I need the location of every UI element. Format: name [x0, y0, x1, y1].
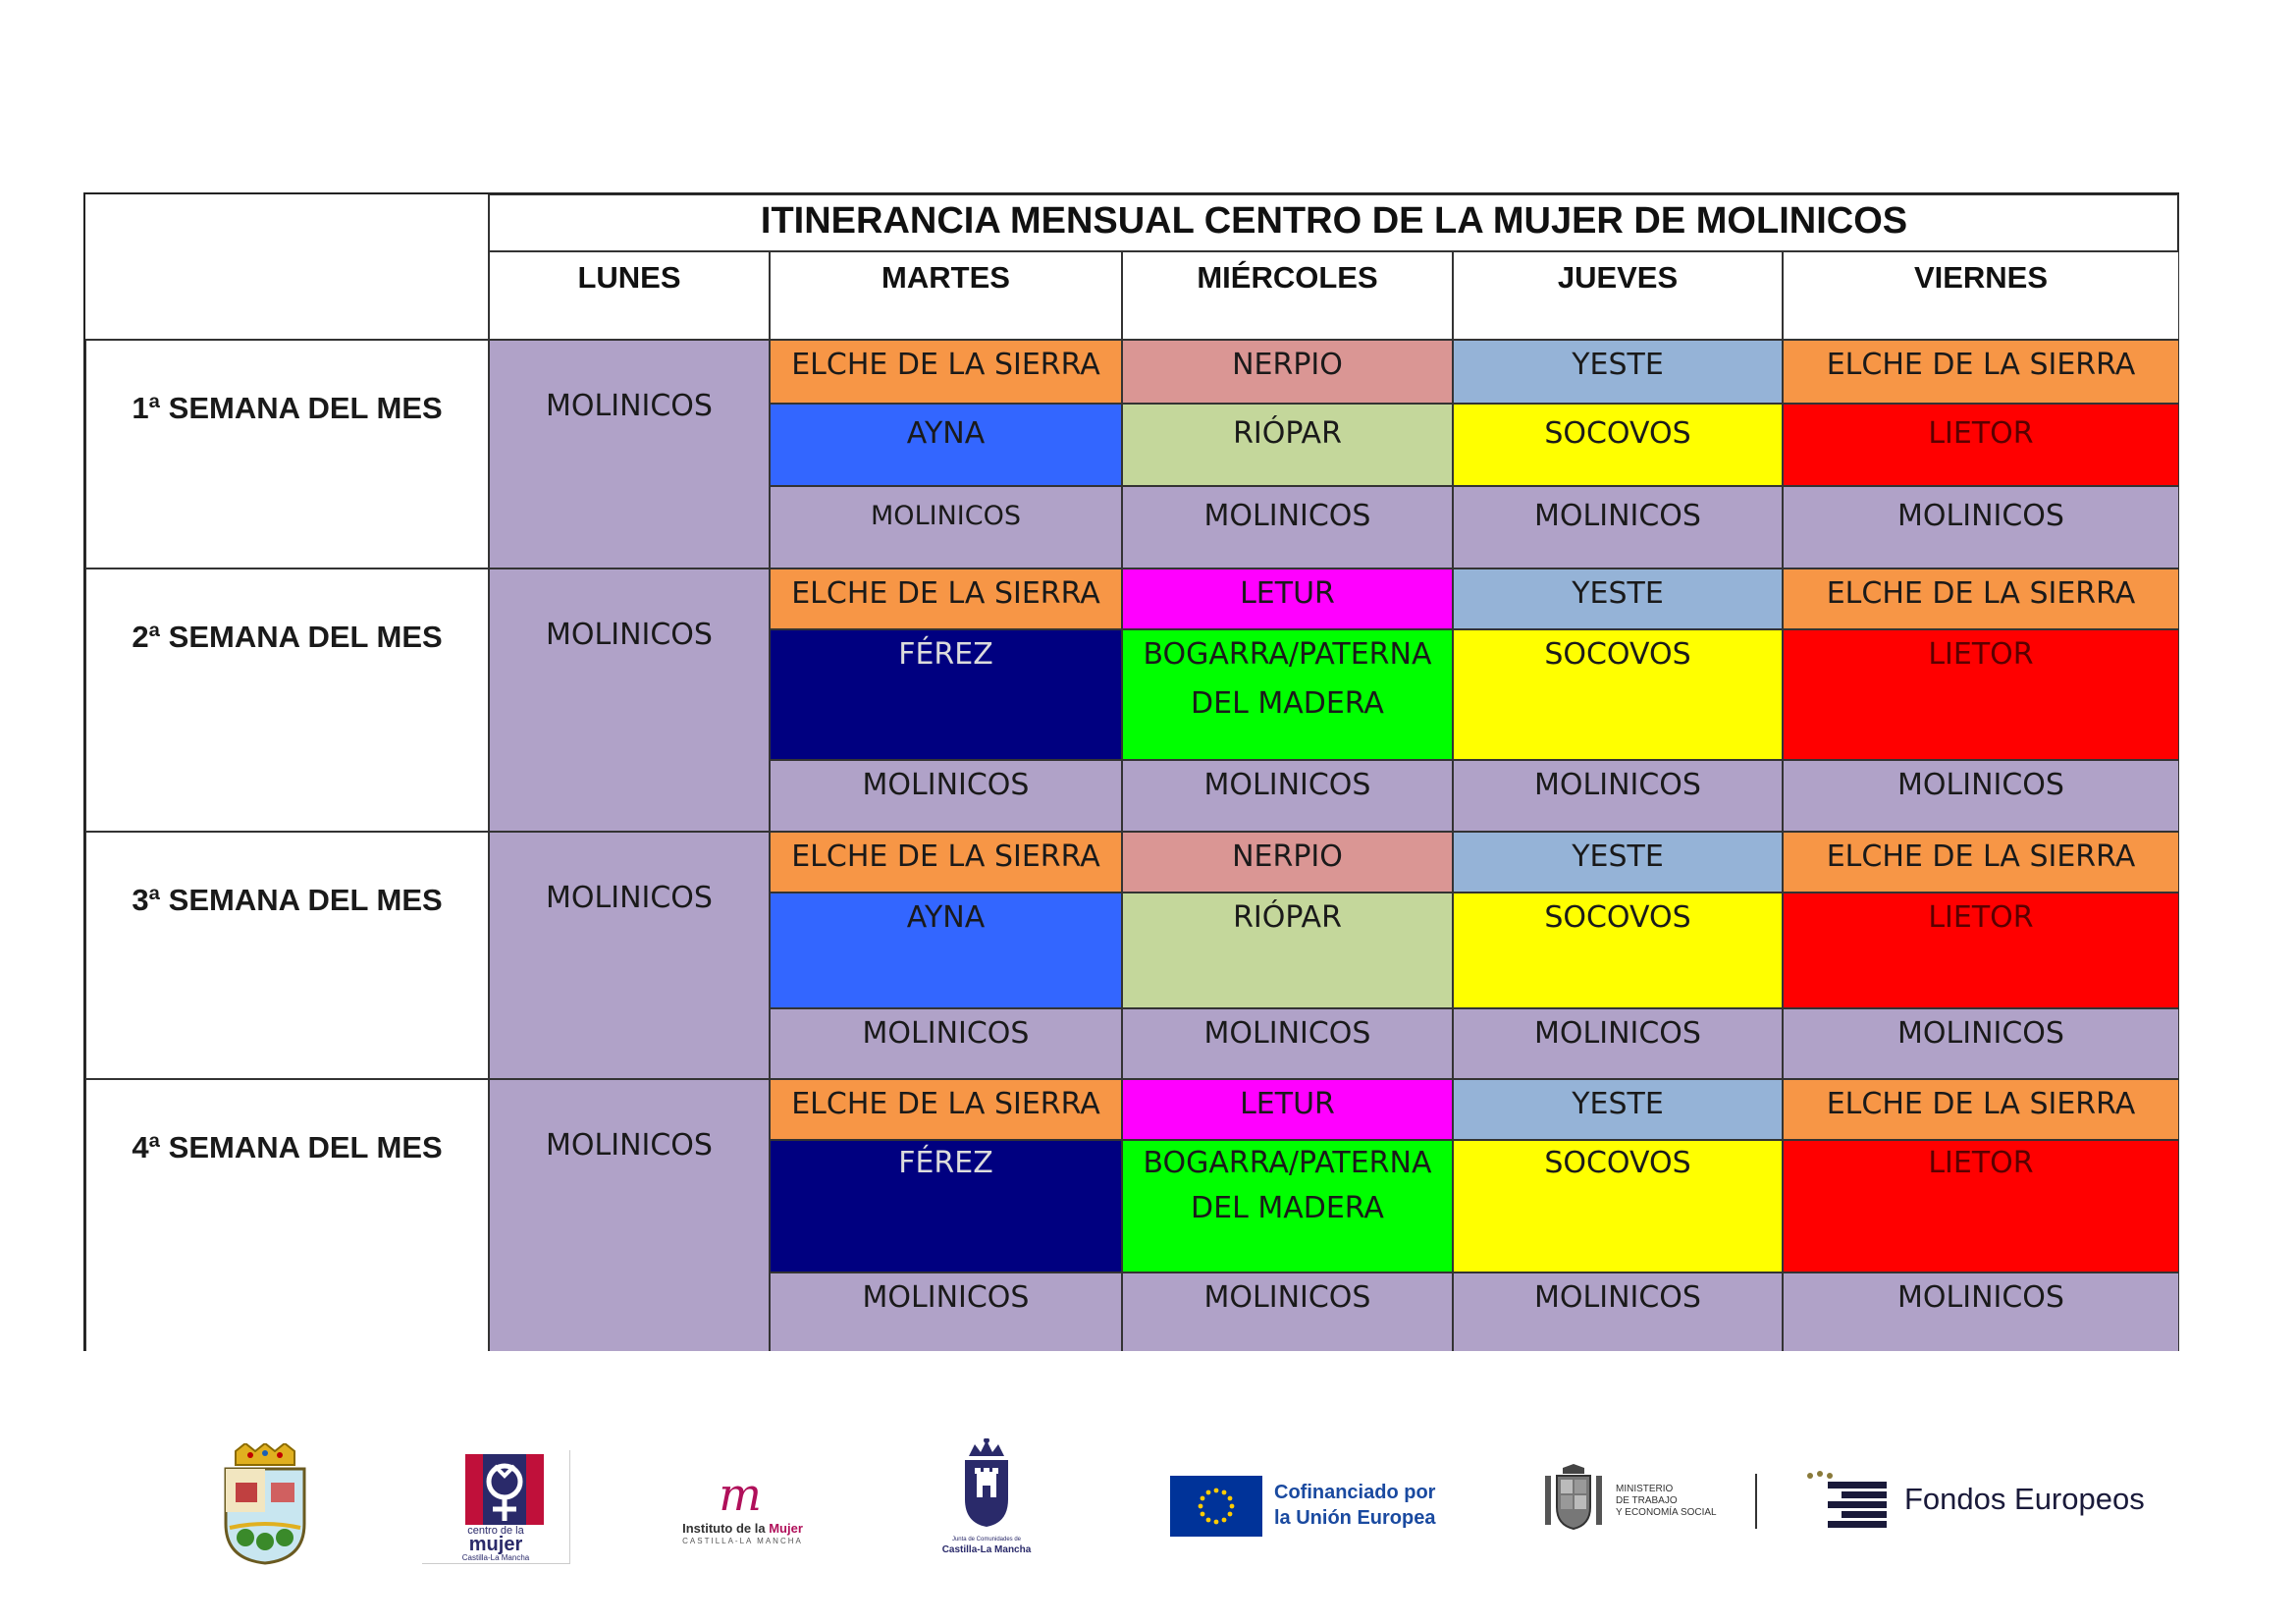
- week-4-tue-2: FÉREZ: [770, 1140, 1122, 1272]
- week-2-thu-3: MOLINICOS: [1453, 760, 1783, 832]
- week-1-label: 1ª SEMANA DEL MES: [85, 340, 489, 568]
- junta-line1: Junta de Comunidades de: [951, 1537, 1022, 1543]
- instituto-line2: CASTILLA-LA MANCHA: [682, 1537, 803, 1545]
- header-miercoles: MIÉRCOLES: [1122, 251, 1453, 340]
- spain-shield-icon: [1541, 1464, 1606, 1535]
- week-3-fri-1: ELCHE DE LA SIERRA: [1783, 832, 2179, 893]
- week-4-fri-3: MOLINICOS: [1783, 1272, 2179, 1351]
- instituto-mujer-text: Mujer: [769, 1521, 803, 1536]
- fondos-europeos-text: Fondos Europeos: [1904, 1482, 2145, 1516]
- fondos-europeos-logo: [1802, 1470, 2145, 1539]
- week-2-wed-3: MOLINICOS: [1122, 760, 1453, 832]
- centro-mujer-line1: centro de la: [467, 1525, 524, 1537]
- instituto-mujer-logo: [671, 1468, 814, 1546]
- logo-strip: [0, 1429, 2296, 1576]
- week-2-label: 2ª SEMANA DEL MES: [85, 568, 489, 832]
- header-lunes: LUNES: [489, 251, 770, 340]
- week-1-thu-3: MOLINICOS: [1453, 486, 1783, 568]
- week-4-monday: MOLINICOS: [489, 1079, 770, 1351]
- week-4-wed-3: MOLINICOS: [1122, 1272, 1453, 1351]
- week-4-fri-2: LIETOR: [1783, 1140, 2179, 1272]
- eu-text-line1: Cofinanciado por: [1274, 1482, 1436, 1503]
- week-4-wed-1: LETUR: [1122, 1079, 1453, 1140]
- week-3-thu-1: YESTE: [1453, 832, 1783, 893]
- ministerio-line1: MINISTERIO: [1616, 1484, 1674, 1494]
- week-2-fri-3: MOLINICOS: [1783, 760, 2179, 832]
- week-3-wed-2: RIÓPAR: [1122, 893, 1453, 1008]
- eu-flag-icon: [1170, 1476, 1262, 1537]
- week-3-fri-2: LIETOR: [1783, 893, 2179, 1008]
- week-2-tue-3: MOLINICOS: [770, 760, 1122, 832]
- week-3-monday: MOLINICOS: [489, 832, 770, 1079]
- week-2-fri-1: ELCHE DE LA SIERRA: [1783, 568, 2179, 629]
- week-3-thu-2: SOCOVOS: [1453, 893, 1783, 1008]
- week-2-thu-2: SOCOVOS: [1453, 629, 1783, 760]
- week-1-tue-3: MOLINICOS: [770, 486, 1122, 568]
- week-1-fri-2: LIETOR: [1783, 404, 2179, 486]
- week-3-fri-3: MOLINICOS: [1783, 1008, 2179, 1079]
- week-1-fri-1: ELCHE DE LA SIERRA: [1783, 340, 2179, 404]
- ministerio-line2: DE TRABAJO: [1616, 1495, 1678, 1506]
- header-jueves: JUEVES: [1453, 251, 1783, 340]
- week-1-wed-3: MOLINICOS: [1122, 486, 1453, 568]
- week-3-label: 3ª SEMANA DEL MES: [85, 832, 489, 1079]
- week-3-wed-3: MOLINICOS: [1122, 1008, 1453, 1079]
- junta-clm-logo: [933, 1438, 1041, 1566]
- table-title: ITINERANCIA MENSUAL CENTRO DE LA MUJER DE MOLINICOS: [489, 194, 2179, 251]
- week-2-fri-2: LIETOR: [1783, 629, 2179, 760]
- week-1-tue-1: ELCHE DE LA SIERRA: [770, 340, 1122, 404]
- centro-mujer-logo: [422, 1450, 570, 1564]
- ministerio-trabajo-logo: [1541, 1464, 1767, 1543]
- centro-mujer-line3: Castilla-La Mancha: [461, 1553, 530, 1562]
- junta-line2: Castilla-La Mancha: [941, 1544, 1032, 1555]
- week-3-tue-3: MOLINICOS: [770, 1008, 1122, 1079]
- schedule-table: [83, 192, 2179, 1351]
- corner-cell: [85, 194, 489, 340]
- week-4-wed-2: BOGARRA/PATERNA DEL MADERA: [1122, 1140, 1453, 1272]
- week-2-tue-2: FÉREZ: [770, 629, 1122, 760]
- ministerio-divider: [1755, 1474, 1757, 1529]
- week-2-monday: MOLINICOS: [489, 568, 770, 832]
- coat-of-arms-logo: [216, 1443, 314, 1566]
- week-1-monday: MOLINICOS: [489, 340, 770, 568]
- instituto-line1: [671, 1521, 814, 1536]
- week-3-tue-2: AYNA: [770, 893, 1122, 1008]
- week-2-tue-1: ELCHE DE LA SIERRA: [770, 568, 1122, 629]
- week-3-tue-1: ELCHE DE LA SIERRA: [770, 832, 1122, 893]
- week-1-fri-3: MOLINICOS: [1783, 486, 2179, 568]
- week-1-wed-1: NERPIO: [1122, 340, 1453, 404]
- week-4-tue-3: MOLINICOS: [770, 1272, 1122, 1351]
- instituto-m-glyph: m: [719, 1468, 762, 1521]
- week-1-wed-2: RIÓPAR: [1122, 404, 1453, 486]
- ministerio-line3: Y ECONOMÍA SOCIAL: [1616, 1507, 1717, 1518]
- week-1-tue-2: AYNA: [770, 404, 1122, 486]
- week-3-wed-1: NERPIO: [1122, 832, 1453, 893]
- week-4-thu-1: YESTE: [1453, 1079, 1783, 1140]
- week-4-thu-2: SOCOVOS: [1453, 1140, 1783, 1272]
- week-4-tue-1: ELCHE DE LA SIERRA: [770, 1079, 1122, 1140]
- eu-cofinanciado-logo: [1170, 1476, 1465, 1539]
- week-3-thu-3: MOLINICOS: [1453, 1008, 1783, 1079]
- header-martes: MARTES: [770, 251, 1122, 340]
- header-viernes: VIERNES: [1783, 251, 2179, 340]
- week-4-thu-3: MOLINICOS: [1453, 1272, 1783, 1351]
- week-1-thu-1: YESTE: [1453, 340, 1783, 404]
- week-2-thu-1: YESTE: [1453, 568, 1783, 629]
- week-1-thu-2: SOCOVOS: [1453, 404, 1783, 486]
- week-2-wed-2: BOGARRA/PATERNA DEL MADERA: [1122, 629, 1453, 760]
- eu-text-line2: la Unión Europea: [1274, 1507, 1436, 1529]
- centro-mujer-line2: mujer: [468, 1534, 523, 1555]
- week-2-wed-1: LETUR: [1122, 568, 1453, 629]
- week-4-label: 4ª SEMANA DEL MES: [85, 1079, 489, 1351]
- instituto-text: Instituto de la: [682, 1521, 766, 1536]
- fondos-europeos-icon: [1802, 1470, 1896, 1531]
- week-4-fri-1: ELCHE DE LA SIERRA: [1783, 1079, 2179, 1140]
